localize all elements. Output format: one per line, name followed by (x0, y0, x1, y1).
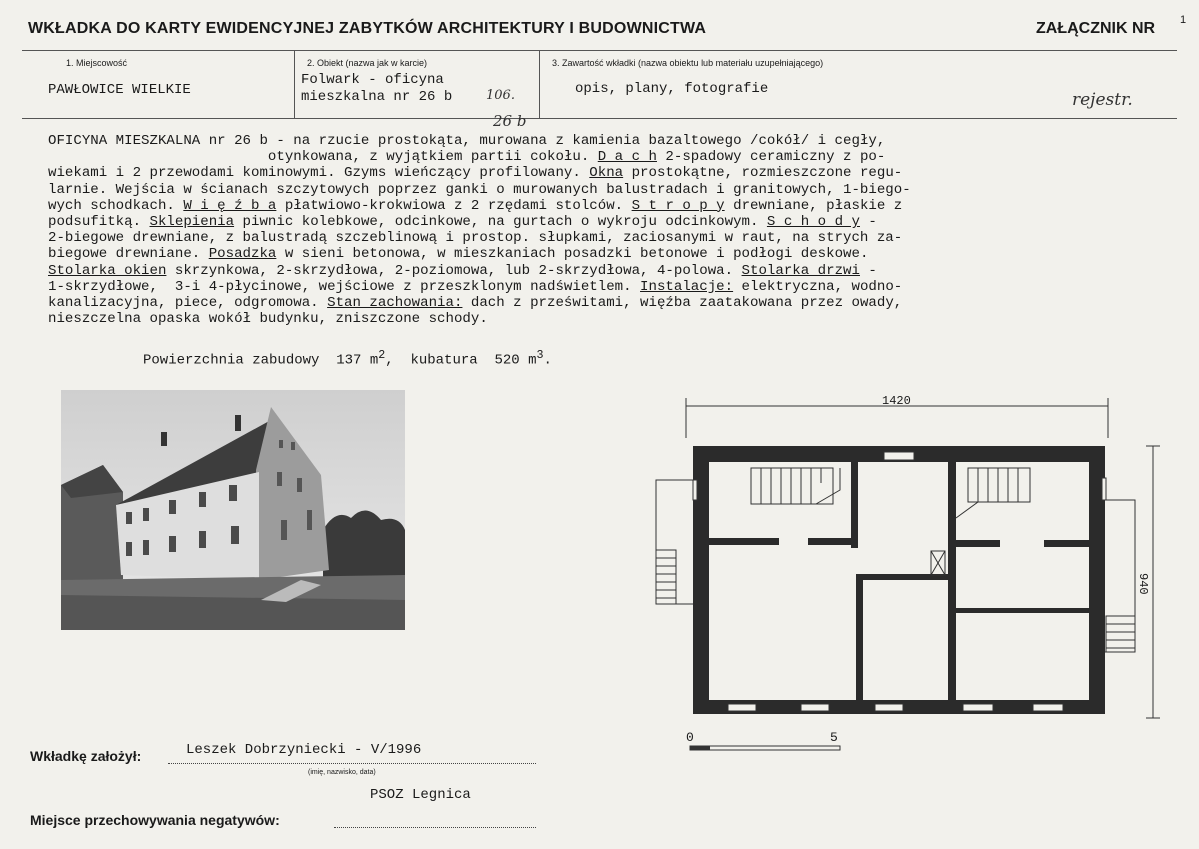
floor-plan-drawing (568, 368, 1168, 768)
description-text: piwnic kolebkowe, odcinkowe, na gurtach o wykroju odcinkowym. (234, 214, 767, 231)
form-title: WKŁADKA DO KARTY EWIDENCYJNEJ ZABYTKÓW ARCHITEKTURY I BUDOWNICTWA (28, 20, 707, 37)
description-line (48, 263, 1118, 279)
description-heading: Instalacje: (640, 278, 734, 295)
description-heading: S c h o d y (766, 214, 860, 231)
description-text: dach z prześwitami, więźba zaatakowana przez owady, (462, 295, 903, 312)
object-value-line2: mieszkalna nr 26 b (301, 89, 453, 105)
building-photo (61, 390, 405, 630)
description-heading: W i ę ź b a (183, 197, 277, 214)
description-line (48, 198, 1118, 214)
field-divider-1 (294, 50, 295, 118)
contents-label: 3. Zawartość wkładki (nazwa obiektu lub materiału uzupełniającego) (552, 58, 824, 68)
description-line (48, 295, 1118, 311)
plan-width-dimension: 1420 (882, 394, 911, 408)
author-dotted-line (168, 762, 536, 764)
description-heading: S t r o p y (631, 197, 725, 214)
description-text: podsufitką. (48, 214, 150, 231)
author-label: Wkładkę założył: (30, 748, 142, 764)
plan-depth-dimension: 940 (1136, 573, 1150, 595)
description-text: 2-spadowy ceramiczny z po- (656, 149, 886, 166)
description-text: OFICYNA MIESZKALNA nr 26 b - na rzucie prostokąta, murowana z kamienia bazaltowego /cokół/ i cegły, (48, 133, 886, 149)
description-text: 2-biegowe drewniane, z balustradą szczeblinową i prostop. słupkami, zaciosanymi w raut, na strych za- (48, 230, 903, 247)
negatives-dotted-line (334, 826, 536, 828)
contents-value: opis, plany, fotografie (575, 81, 769, 97)
description-text: wych schodkach. (48, 197, 184, 214)
description-text: - (859, 214, 877, 231)
scale-start-label: 0 (686, 730, 694, 745)
description-text: kanalizacyjna, piece, odgromowa. (48, 295, 328, 312)
description-text: elektryczna, wodno- (733, 278, 903, 295)
area-volume-line (143, 348, 552, 369)
description-text: wiekami i 2 przewodami kominowymi. Gzyms wieńczący profilowany. (48, 165, 590, 182)
negatives-label: Miejsce przechowywania negatywów: (30, 812, 280, 828)
description-heading: D a c h (597, 149, 657, 166)
fields-rule (22, 118, 1177, 119)
description-heading: Stan zachowania: (327, 295, 463, 312)
description-text: nieszczelna opaska wokół budynku, zniszczone schody. (48, 311, 488, 328)
description-text: biegowe drewniane. (48, 246, 209, 263)
description-text: larnie. Wejścia w ścianach szczytowych poprzez ganki o murowanych balustradach i granitowych, 1-biego- (48, 181, 911, 198)
area-text: Powierzchnia zabudowy 137 m (143, 352, 379, 369)
scale-end-label: 5 (830, 730, 838, 745)
description-text: drewniane, płaskie z (724, 197, 903, 214)
description-text: w sieni betonowa, w mieszkaniach posadzki betonowe i podłogi deskowe. (276, 246, 869, 263)
description-text: prostokątne, rozmieszczone regu- (623, 165, 903, 182)
institution-value: PSOZ Legnica (370, 787, 471, 803)
description-text: skrzynkowa, 2-skrzydłowa, 2-poziomowa, lub 2-skrzydłowa, 4-polowa. (166, 262, 742, 279)
attachment-number-label: ZAŁĄCZNIK NR (1036, 20, 1156, 37)
building-photo-image (61, 390, 405, 630)
description-text: otynkowana, z wyjątkiem partii cokołu. (48, 149, 598, 166)
object-handwritten-number: 26 b (493, 112, 527, 130)
description-text: - (859, 262, 877, 279)
floor-plan (568, 368, 1168, 768)
description-line (48, 311, 1118, 327)
object-label: 2. Obiekt (nazwa jak w karcie) (307, 58, 428, 68)
description-line (48, 230, 1118, 246)
description-heading: Posadzka (208, 246, 277, 263)
area-unit-exponent: 2 (378, 348, 386, 362)
header-rule (22, 50, 1177, 51)
description-line (48, 214, 1118, 230)
description-text: płatwiowo-krokwiowa z 2 rzędami stolców. (276, 197, 632, 214)
volume-unit-exponent: 3 (536, 348, 544, 362)
description-line (48, 246, 1118, 262)
description-line (48, 165, 1118, 181)
building-description (48, 133, 1118, 327)
field-divider-2 (539, 50, 540, 118)
description-text: 1-skrzydłowe, 3-i 4-płycinowe, wejściowe z przeszklonym nadświetlem. (48, 278, 641, 295)
description-heading: Sklepienia (149, 214, 235, 231)
area-line-end: . (543, 352, 552, 369)
description-line (48, 182, 1118, 198)
description-line (48, 149, 1118, 165)
object-handwritten-note: 106. (486, 88, 515, 103)
locality-label: 1. Miejscowość (66, 58, 128, 68)
author-caption: (imię, nazwisko, data) (308, 769, 376, 776)
locality-value: PAWŁOWICE WIELKIE (48, 82, 191, 98)
contents-handwritten-note: rejestr. (1072, 90, 1133, 110)
page-number: 1 (1180, 14, 1187, 26)
description-line (48, 279, 1118, 295)
volume-text: , kubatura 520 m (385, 352, 537, 369)
description-line (48, 133, 1118, 149)
author-value: Leszek Dobrzyniecki - V/1996 (186, 742, 422, 758)
object-value-line1: Folwark - oficyna (301, 72, 444, 88)
description-heading: Stolarka okien (48, 262, 167, 279)
description-heading: Stolarka drzwi (741, 262, 860, 279)
description-heading: Okna (589, 165, 624, 182)
